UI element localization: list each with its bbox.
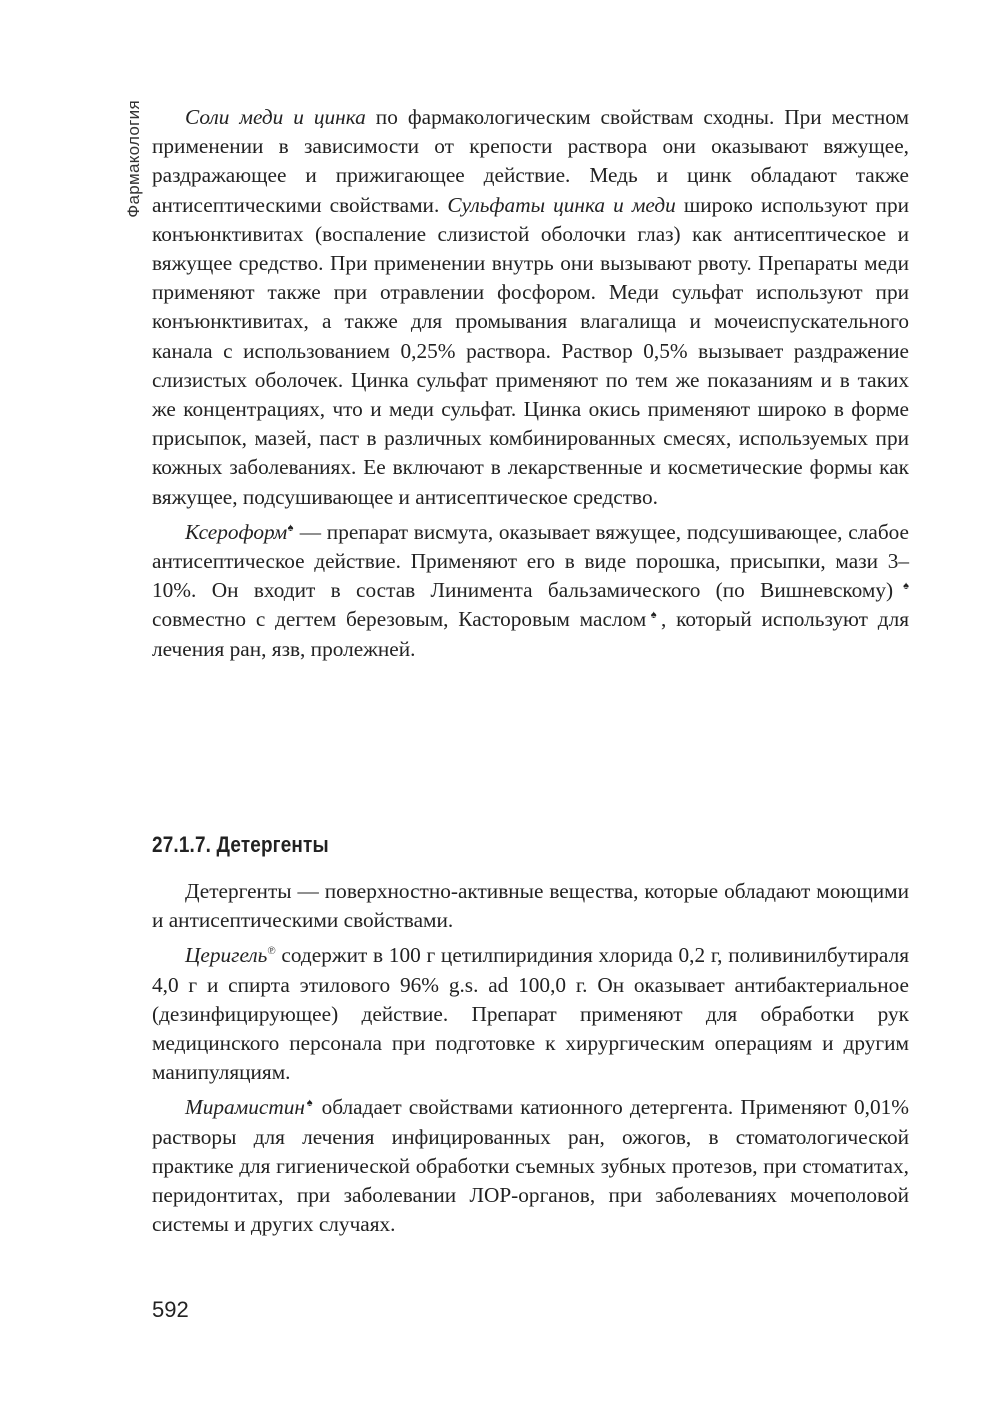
term-xeroform: Ксероформ xyxy=(185,519,288,544)
paragraph-cerigel xyxy=(152,941,909,1087)
paragraph-text: широко используют при конъюнктивитах (воспаление слизистой оболочки глаз) как антисептическое и вяжущее средство. При применении внутрь они вызывают рвоту. Препараты меди применяют также при отравлении фосфором. Меди сульфат используют при конъюнктивитах, а также для промывания влагалища и мочеиспускательного канала с использованием 0,25% раствора. Раствор 0,5% вызывает раздражение слизистых оболочек. Цинка сульфат применяют по тем же показаниям и в таких же концентрациях, что и меди сульфат. Цинка окись применяют широко в форме присыпок, мазей, паст в различных комбинированных смесях, используемых при кожных заболеваниях. Ее включают в лекарственные и косметические формы как вяжущее, подсушивающее и антисептическое средство. xyxy=(152,192,909,509)
paragraph-detergents-definition xyxy=(152,877,909,935)
paragraph-miramistin xyxy=(152,1093,909,1239)
term-miramistin: Мирамистин xyxy=(185,1095,305,1120)
paragraph-text: Детергенты — поверхностно-активные вещества, которые обладают моющими и антисептическими свойствами. xyxy=(152,879,909,933)
term-sulfates: Сульфаты цинка и меди xyxy=(447,192,676,217)
paragraph-xeroform xyxy=(152,518,909,664)
paragraph-text: совместно с дегтем березовым, Касторовым маслом xyxy=(152,607,647,632)
section-heading: 27.1.7. Детергенты xyxy=(152,832,329,857)
paragraph-text: содержит в 100 г цетилпиридиния хлорида 0,2 г, поливинилбутираля 4,0 г и спирта этилового 96% g.s. ad 100,0 г. Он оказывает антибактериальное (дезинфицирующее) действие. Препарат применяют для обработки рук медицинского персонала при подготовке к хирургическим операциям и другим манипуляциям. xyxy=(152,943,909,1085)
spade-mark-icon: ♠ xyxy=(893,580,910,593)
spade-mark-icon: ♠ xyxy=(287,521,294,534)
paragraph-copper-zinc xyxy=(152,103,909,512)
spade-mark-icon: ♠ xyxy=(646,609,661,622)
paragraph-text: по фармакологическим свойствам сходны. При местном применении в зависимости от крепости раствора они оказывают вяжущее, раздражающее и прижигающее действие. Медь и цинк обладают также антисептическими свойствами. xyxy=(152,105,910,217)
spade-mark-icon: ♠ xyxy=(304,1097,315,1110)
paragraph-text: , который используют для лечения ран, язв, пролежней. xyxy=(152,607,910,661)
term-cerigel: Церигель xyxy=(185,943,268,968)
section-body-detergents xyxy=(152,877,909,1239)
running-header-vertical: Фармакология xyxy=(124,100,143,218)
paragraph-text: — препарат висмута, оказывает вяжущее, подсушивающее, слабое антисептическое действие. Применяют его в виде порошка, присыпки, мази 3–10%. Он входит в состав Линимента бальзамического (по Вишневскому) xyxy=(152,519,910,603)
term-copper-zinc-salts: Соли меди и цинка xyxy=(185,105,366,129)
registered-mark-icon: ℗ xyxy=(267,945,276,958)
section-body-metals xyxy=(152,103,909,664)
paragraph-text: обладает свойствами катионного детергента. Применяют 0,01% растворы для лечения инфицированных ран, ожогов, в стоматологической практике для гигиенической обработки съемных зубных протезов, при стоматитах, перидонтитах, при заболевании ЛОР-органов, при заболеваниях мочеполовой системы и других случаях. xyxy=(152,1095,910,1237)
page-number: 592 xyxy=(152,1297,189,1322)
